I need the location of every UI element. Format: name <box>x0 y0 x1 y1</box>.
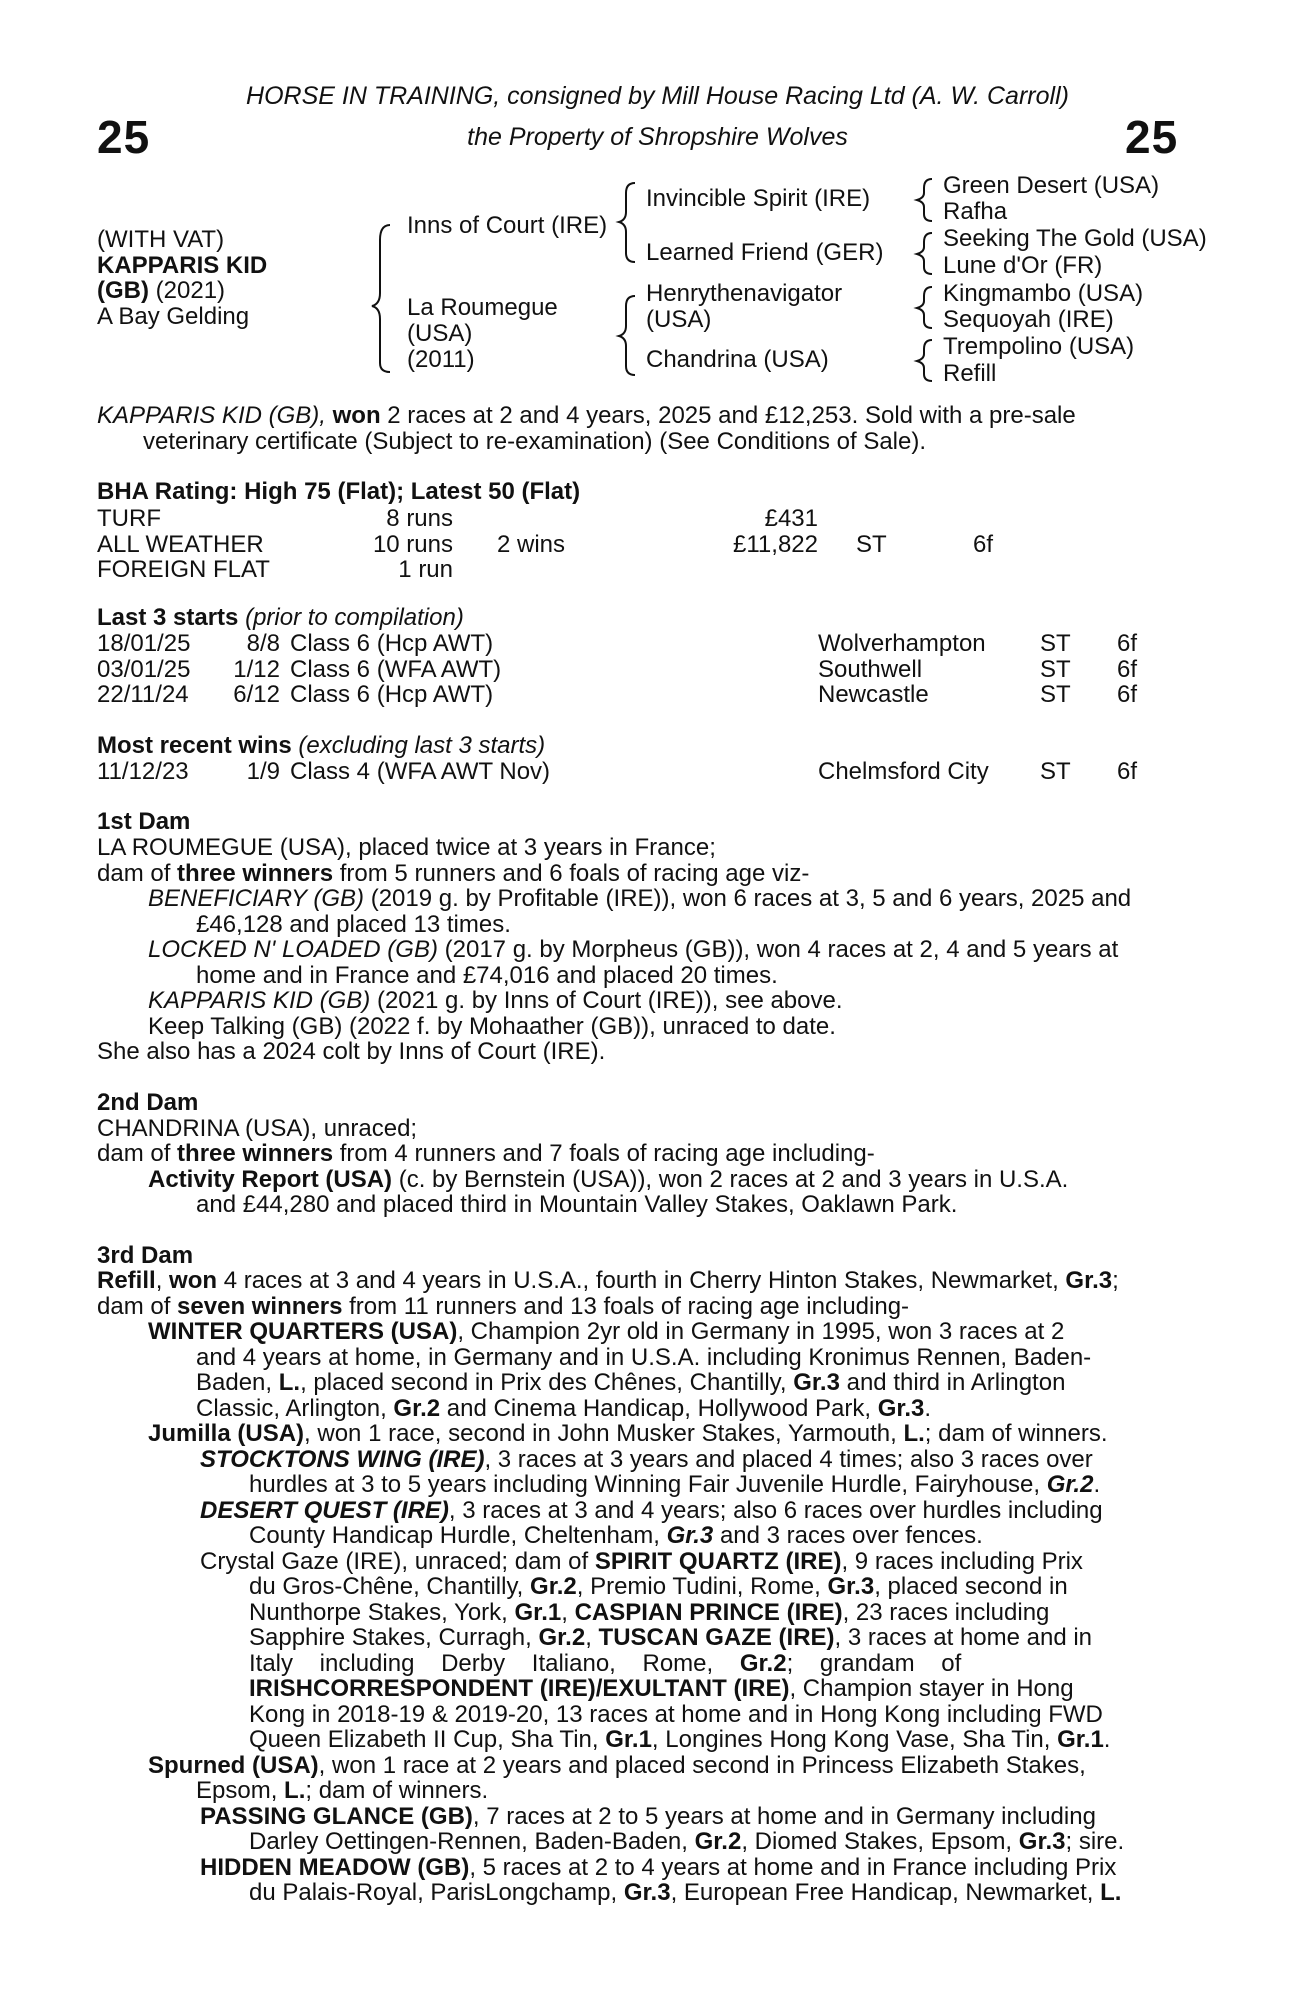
last3-title: Last 3 starts <box>97 604 239 631</box>
sw-line1: STOCKTONS WING (IRE), 3 races at 3 years and placed 4 times; also 3 races over <box>200 1446 1093 1473</box>
race-date: 03/01/25 <box>97 655 191 683</box>
dq-line1: DESERT QUEST (IRE), 3 races at 3 and 4 years; also 6 races over hurdles including <box>200 1497 1103 1524</box>
dam-year: (2011) <box>407 346 475 373</box>
wq-line3: Baden, L., placed second in Prix des Chênes, Chantilly, Gr.3 and third in Arlington <box>196 1369 1066 1396</box>
summary-won: won <box>332 402 381 429</box>
jumilla-line1: Jumilla (USA), won 1 race, second in John Musker Stakes, Yarmouth, L.; dam of winners. <box>148 1420 1108 1447</box>
bha-rating-title: BHA Rating: High 75 (Flat); Latest 50 (Flat) <box>97 478 581 505</box>
dam-name-line2: (USA) <box>407 320 473 347</box>
dam-sire-line2: (USA) <box>646 306 712 333</box>
sire-dam-dam: Lune d'Or (FR) <box>943 252 1103 279</box>
sire-dam: Learned Friend (GER) <box>646 239 884 266</box>
summary-horse-name: KAPPARIS KID (GB), <box>97 402 326 429</box>
rating-going: ST <box>856 530 887 558</box>
sire-dam-sire: Seeking The Gold (USA) <box>943 225 1207 252</box>
rating-runs: 1 run <box>398 556 453 584</box>
race-date: 11/12/23 <box>97 758 189 785</box>
dam1-child1: BENEFICIARY (GB) (2019 g. by Profitable (IRE)), won 6 races at 3, 5 and 6 years, 2025 and <box>148 885 1132 912</box>
cg-line1: Crystal Gaze (IRE), unraced; dam of SPIRIT QUARTZ (IRE), 9 races including Prix <box>200 1548 1083 1575</box>
race-date: 22/11/24 <box>97 681 189 709</box>
horse-country: (GB) <box>97 277 149 305</box>
dam2-line1: CHANDRINA (USA), unraced; <box>97 1115 418 1142</box>
dam1-title: 1st Dam <box>97 808 191 835</box>
sire-sire-sire: Green Desert (USA) <box>943 172 1160 199</box>
wq-line4: Classic, Arlington, Gr.2 and Cinema Handicap, Hollywood Park, Gr.3. <box>196 1395 932 1422</box>
sire-sire-dam: Rafha <box>943 198 1008 225</box>
rating-surface: ALL WEATHER <box>97 530 264 558</box>
last3-heading <box>97 604 464 632</box>
dam-dam-dam: Refill <box>943 360 997 387</box>
rating-surface: TURF <box>97 505 161 532</box>
hm-line1: HIDDEN MEADOW (GB), 5 races at 2 to 4 years at home and in France including Prix <box>200 1854 1117 1881</box>
race-course: Newcastle <box>818 681 929 709</box>
dam1-line2: dam of three winners from 5 runners and 6 foals of racing age viz- <box>97 860 810 887</box>
race-going: ST <box>1040 758 1071 785</box>
cg-line4: Sapphire Stakes, Curragh, Gr.2, TUSCAN GAZE (IRE), 3 races at home and in <box>249 1624 1093 1651</box>
property-line: the Property of Shropshire Wolves <box>467 123 848 151</box>
race-distance: 6f <box>1117 630 1138 657</box>
race-class: Class 4 (WFA AWT Nov) <box>290 758 551 785</box>
spurned-line2: Epsom, L.; dam of winners. <box>196 1777 489 1804</box>
race-class: Class 6 (WFA AWT) <box>290 655 502 683</box>
dq-line2: County Handicap Hurdle, Cheltenham, Gr.3 and 3 races over fences. <box>249 1522 983 1549</box>
race-course: Southwell <box>818 655 923 683</box>
cg-line6: IRISHCORRESPONDENT (IRE)/EXULTANT (IRE), Champion stayer in Hong <box>249 1675 1074 1702</box>
race-position: 8/8 <box>246 630 280 657</box>
dam1-line3: She also has a 2024 colt by Inns of Court (IRE). <box>97 1038 606 1065</box>
race-distance: 6f <box>1117 758 1138 785</box>
dam1-child4: Keep Talking (GB) (2022 f. by Mohaather (GB)), unraced to date. <box>148 1013 836 1040</box>
race-position: 1/12 <box>233 655 280 683</box>
race-class: Class 6 (Hcp AWT) <box>290 681 494 709</box>
horse-description: A Bay Gelding <box>97 302 250 330</box>
dam2-line2: dam of three winners from 4 runners and 7 foals of racing age including- <box>97 1140 875 1167</box>
brace-dam <box>619 296 635 375</box>
dam-sire-line1: Henrythenavigator <box>646 280 843 307</box>
rating-runs: 10 runs <box>372 530 453 558</box>
race-course: Chelmsford City <box>818 758 989 785</box>
dam-sire-dam: Sequoyah (IRE) <box>943 306 1114 333</box>
dam2-child1-cont: and £44,280 and placed third in Mountain Valley Stakes, Oaklawn Park. <box>196 1191 958 1218</box>
dam3-line2: dam of seven winners from 11 runners and 13 foals of racing age including- <box>97 1293 910 1320</box>
wq-line1: WINTER QUARTERS (USA), Champion 2yr old in Germany in 1995, won 3 races at 2 <box>148 1318 1065 1345</box>
dam1-child3: KAPPARIS KID (GB) (2021 g. by Inns of Court (IRE)), see above. <box>148 987 843 1014</box>
rating-distance: 6f <box>973 530 994 558</box>
brace-sd <box>917 233 932 274</box>
dam2-title: 2nd Dam <box>97 1089 199 1116</box>
race-course: Wolverhampton <box>818 630 986 657</box>
brace-ss <box>917 179 932 221</box>
vat-label: (WITH VAT) <box>97 226 225 253</box>
sw-line2: hurdles at 3 to 5 years including Winning Fair Juvenile Hurdle, Fairyhouse, Gr.2. <box>249 1471 1101 1498</box>
race-distance: 6f <box>1117 681 1138 709</box>
dam3-line1: Refill, won 4 races at 3 and 4 years in U.S.A., fourth in Cherry Hinton Stakes, Newmarket, Gr.3; <box>97 1267 1119 1294</box>
horse-name: KAPPARIS KID <box>97 251 268 279</box>
summary-text: 2 races at 2 and 4 years, 2025 and £12,253. Sold with a pre-sale <box>387 402 1076 429</box>
dam-sire-sire: Kingmambo (USA) <box>943 280 1144 307</box>
race-position: 1/9 <box>246 758 280 785</box>
rating-wins: 2 wins <box>497 530 566 558</box>
consignor-line: HORSE IN TRAINING, consigned by Mill House Racing Ltd (A. W. Carroll) <box>246 82 1069 110</box>
race-going: ST <box>1040 681 1071 709</box>
dam2-child1: Activity Report (USA) (c. by Bernstein (USA)), won 2 races at 2 and 3 years in U.S.A. <box>148 1166 1069 1193</box>
race-going: ST <box>1040 655 1071 683</box>
hm-line2: du Palais-Royal, ParisLongchamp, Gr.3, European Free Handicap, Newmarket, L. <box>249 1879 1122 1906</box>
sire-sire: Invincible Spirit (IRE) <box>646 185 871 212</box>
brace-main <box>372 225 390 372</box>
recent-heading <box>97 732 545 760</box>
dam-name-line1: La Roumegue <box>407 294 558 321</box>
dam-dam: Chandrina (USA) <box>646 346 829 373</box>
brace-ds <box>917 287 932 328</box>
race-distance: 6f <box>1117 655 1138 683</box>
race-class: Class 6 (Hcp AWT) <box>290 630 494 657</box>
rating-runs: 8 runs <box>386 505 453 532</box>
race-going: ST <box>1040 630 1071 657</box>
cg-line8: Queen Elizabeth II Cup, Sha Tin, Gr.1, Longines Hong Kong Vase, Sha Tin, Gr.1. <box>249 1726 1111 1753</box>
cg-line3: Nunthorpe Stakes, York, Gr.1, CASPIAN PRINCE (IRE), 23 races including <box>249 1599 1050 1626</box>
race-date: 18/01/25 <box>97 630 191 657</box>
cg-line7: Kong in 2018-19 & 2019-20, 13 races at home and in Hong Kong including FWD <box>249 1701 1103 1728</box>
dam1-child1-cont: £46,128 and placed 13 times. <box>196 911 511 938</box>
horse-year: (2021) <box>155 277 226 305</box>
recent-title: Most recent wins <box>97 732 292 759</box>
pg-line2: Darley Oettingen-Rennen, Baden-Baden, Gr.2, Diomed Stakes, Epsom, Gr.3; sire. <box>249 1828 1125 1855</box>
wq-line2: and 4 years at home, in Germany and in U.S.A. including Kronimus Rennen, Baden- <box>196 1344 1092 1371</box>
cg-line2: du Gros-Chêne, Chantilly, Gr.2, Premio Tudini, Rome, Gr.3, placed second in <box>249 1573 1068 1600</box>
brace-dd <box>917 340 932 381</box>
race-position: 6/12 <box>233 681 280 709</box>
dam-dam-sire: Trempolino (USA) <box>943 333 1135 360</box>
lot-number-right: 25 <box>1125 111 1179 163</box>
dam1-child2: LOCKED N' LOADED (GB) (2017 g. by Morpheus (GB)), won 4 races at 2, 4 and 5 years at <box>148 936 1119 963</box>
summary-line1 <box>97 402 1076 430</box>
dam3-title: 3rd Dam <box>97 1242 194 1269</box>
summary-line2: veterinary certificate (Subject to re-examination) (See Conditions of Sale). <box>143 428 927 455</box>
pg-line1: PASSING GLANCE (GB), 7 races at 2 to 5 years at home and in Germany including <box>200 1803 1096 1830</box>
cg-line5: Italy including Derby Italiano, Rome, Gr.2; grandam of <box>249 1650 962 1677</box>
rating-prize: £431 <box>764 505 818 532</box>
rating-prize: £11,822 <box>733 530 818 558</box>
recent-note: (excluding last 3 starts) <box>298 732 546 759</box>
lot-number-left: 25 <box>97 111 151 163</box>
spurned-line1: Spurned (USA), won 1 race at 2 years and placed second in Princess Elizabeth Stakes, <box>148 1752 1086 1779</box>
last3-note: (prior to compilation) <box>245 604 464 631</box>
dam1-child2-cont: home and in France and £74,016 and placed 20 times. <box>196 962 778 989</box>
sire-name: Inns of Court (IRE) <box>407 212 608 239</box>
brace-sire <box>619 183 635 262</box>
dam1-line1: LA ROUMEGUE (USA), placed twice at 3 years in France; <box>97 834 716 861</box>
rating-surface: FOREIGN FLAT <box>97 556 270 584</box>
